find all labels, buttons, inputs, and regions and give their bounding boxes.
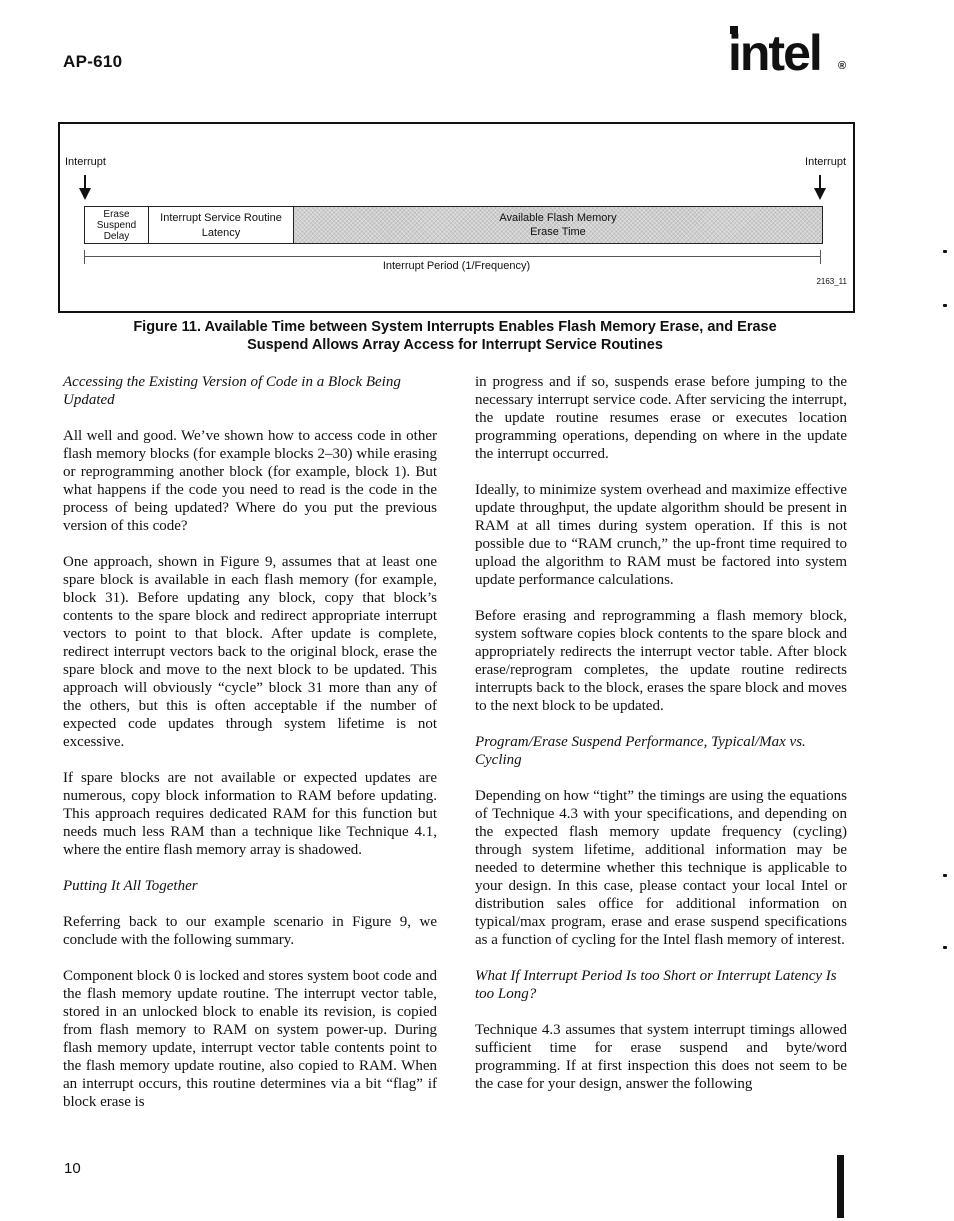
isr-latency-segment	[149, 207, 294, 243]
segment-text: Interrupt Service Routine	[160, 211, 282, 224]
interrupt-arrow-left-shaft	[84, 175, 86, 189]
segment-text: Available Flash Memory	[499, 212, 617, 224]
figure-id: 2163_11	[816, 277, 847, 286]
paragraph: Depending on how “tight” the timings are using the equations of Technique 4.3 with your specifications, and depending on the expected flash memory update frequency (cycling) through system lifetime, additional information may be needed to determine whether this technique is applicable to your design. In this case, please contact your local Intel or distribution sales office for additional information on typical/max program, erase and erase suspend specifications as a function of cycling for the Intel flash memory of interest.	[475, 788, 847, 948]
interrupt-label-right: Interrupt	[805, 156, 846, 168]
segment-text: Latency	[201, 226, 241, 239]
margin-mark	[943, 946, 947, 949]
down-arrow-icon	[79, 188, 91, 200]
interrupt-arrow-right-shaft	[819, 175, 821, 189]
caption-line: Suspend Allows Array Access for Interrupt Service Routines	[247, 337, 663, 353]
timing-figure	[58, 122, 855, 313]
page-number: 10	[64, 1160, 81, 1177]
subheading: Accessing the Existing Version of Code in a Block Being Updated	[63, 374, 401, 408]
margin-mark	[943, 874, 947, 877]
figure-caption	[60, 318, 850, 354]
paragraph: One approach, shown in Figure 9, assumes that at least one spare block is available in each flash memory (for example, block 31). Before updating any block, copy that block’s contents to the spare block and redirect appropriate interrupt vectors to point to that block. After update is complete, redirect interrupt vectors back to the original block, erase the spare block and move to the next block to be updated. This approach will obviously “cycle” block 31 more than any of the others, but this is often acceptable if the number of expected code updates through system lifetime is not excessive.	[63, 554, 437, 750]
right-column	[475, 373, 847, 1111]
margin-mark	[943, 250, 947, 253]
paragraph: Referring back to our example scenario in Figure 9, we conclude with the following summary.	[63, 914, 437, 948]
period-label: Interrupt Period (1/Frequency)	[382, 260, 531, 272]
paragraph: If spare blocks are not available or expected updates are numerous, copy block information to RAM before updating. This approach requires dedicated RAM for this function but needs much less RAM than a technique like Technique 4.1, where the entire flash memory array is shadowed.	[63, 770, 437, 858]
subheading: Putting It All Together	[63, 878, 198, 894]
erase-suspend-delay-segment	[85, 207, 149, 243]
intel-logo	[728, 22, 858, 84]
caption-line: Figure 11. Available Time between System Interrupts Enables Flash Memory Erase, and Erase	[133, 319, 777, 335]
segment-text: Suspend	[96, 219, 137, 231]
paragraph: Component block 0 is locked and stores system boot code and the flash memory update routine. The interrupt vector table, stored in an unlocked block to enable its revision, is copied from flash memory to RAM on system power-up. During flash memory update, interrupt vector table contents point to the flash memory update routine, also copied to RAM. When an interrupt occurs, this routine determines via a bit “flag” if block erase is	[63, 968, 437, 1110]
change-bar	[837, 1155, 844, 1218]
period-line	[84, 256, 821, 257]
subheading: Program/Erase Suspend Performance, Typical/Max vs. Cycling	[475, 734, 806, 768]
down-arrow-icon	[814, 188, 826, 200]
margin-mark	[943, 304, 947, 307]
paragraph: Ideally, to minimize system overhead and maximize effective update throughput, the update algorithm should be present in RAM at all times during system operation. If this is not possible due to “RAM crunch,” the up-front time required to upload the algorithm to RAM must be factored into system update performance calculations.	[475, 482, 847, 588]
paragraph: All well and good. We’ve shown how to access code in other flash memory blocks (for example blocks 2–30) while erasing or reprogramming another block (for example, block 1). But what happens if the code you need to read is the code in the process of being updated? Where do you put the previous version of this code?	[63, 428, 437, 534]
left-column	[63, 373, 437, 1129]
segment-text: Erase Time	[530, 226, 586, 238]
segment-text: Erase	[103, 208, 130, 220]
paragraph: in progress and if so, suspends erase before jumping to the necessary interrupt service code. After servicing the interrupt, the update routine resumes erase or executes location programming operations, depending on where in the update the interrupt occurred.	[475, 374, 847, 462]
paragraph: Before erasing and reprogramming a flash memory block, system software copies block contents to the spare block and appropriately redirects the interrupt vector table. After block erase/reprogram completes, the update routine redirects interrupts back to the block, erases the spare block and moves to the next block to be updated.	[475, 608, 847, 714]
registered-mark: ®	[838, 60, 847, 72]
interrupt-label-left: Interrupt	[65, 156, 106, 168]
logo-wordmark: intel	[728, 25, 821, 81]
paragraph: Technique 4.3 assumes that system interrupt timings allowed sufficient time for erase suspend and byte/word programming. If at first inspection this does not seem to be the case for your design, answer the following	[475, 1022, 847, 1092]
available-erase-time-segment	[294, 207, 822, 243]
interrupt-period-bar	[84, 206, 823, 244]
subheading: What If Interrupt Period Is too Short or Interrupt Latency Is too Long?	[475, 968, 837, 1002]
document-id: AP-610	[63, 52, 123, 71]
segment-text: Delay	[103, 230, 130, 242]
